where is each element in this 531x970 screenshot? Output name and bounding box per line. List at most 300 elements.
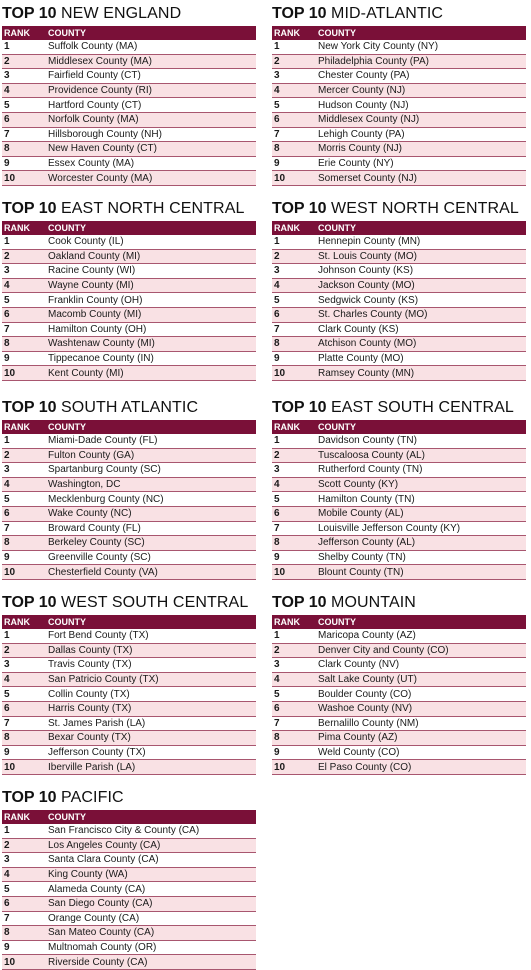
table-row (2, 40, 256, 54)
rank-cell: 4 (272, 83, 316, 98)
rank-column-header: RANK (272, 615, 316, 629)
county-cell: Travis County (TX) (46, 658, 256, 673)
county-cell: Bexar County (TX) (46, 731, 256, 746)
table-row (272, 366, 526, 381)
rank-cell: 3 (272, 658, 316, 673)
region-west-south-central (2, 593, 256, 775)
county-cell: Mecklenburg County (NC) (46, 492, 256, 507)
table-row (2, 477, 256, 492)
table-row (272, 745, 526, 760)
table-row (2, 643, 256, 658)
table-row (2, 867, 256, 882)
table-row (272, 278, 526, 293)
table-row (272, 98, 526, 113)
rank-table (272, 26, 526, 186)
table-row (272, 463, 526, 478)
rank-cell: 8 (2, 142, 46, 157)
rank-cell: 2 (272, 249, 316, 264)
county-cell: Blount County (TN) (316, 565, 526, 580)
rank-cell: 3 (2, 853, 46, 868)
rank-column-header: RANK (272, 420, 316, 434)
region-title (272, 593, 526, 613)
rank-cell: 1 (272, 235, 316, 249)
rank-cell: 7 (2, 716, 46, 731)
rank-cell: 3 (272, 264, 316, 279)
region-title (2, 593, 256, 613)
table-row (2, 366, 256, 381)
county-cell: Miami-Dade County (FL) (46, 434, 256, 448)
county-cell: Philadelphia County (PA) (316, 54, 526, 69)
region-title (2, 4, 256, 24)
table-row (2, 83, 256, 98)
table-row (272, 687, 526, 702)
rank-cell: 6 (272, 307, 316, 322)
table-row (2, 896, 256, 911)
rank-table (2, 221, 256, 381)
title-prefix: TOP 10 (2, 5, 57, 22)
table-row (2, 307, 256, 322)
county-cell: Washoe County (NV) (316, 701, 526, 716)
table-row (272, 112, 526, 127)
rank-cell: 1 (2, 235, 46, 249)
table-row (272, 492, 526, 507)
table-row (2, 69, 256, 84)
table-header-row (272, 615, 526, 629)
rank-cell: 6 (2, 896, 46, 911)
table-row (272, 550, 526, 565)
rank-cell: 10 (2, 171, 46, 186)
rank-cell: 8 (272, 337, 316, 352)
rank-cell: 6 (2, 307, 46, 322)
table-row (272, 307, 526, 322)
region-name: MID-ATLANTIC (331, 5, 444, 22)
county-cell: Fort Bend County (TX) (46, 629, 256, 643)
table-header-row (272, 26, 526, 40)
region-mid-atlantic (272, 4, 526, 186)
table-header-row (2, 810, 256, 824)
rank-cell: 6 (272, 506, 316, 521)
rank-cell: 5 (2, 492, 46, 507)
rank-cell: 2 (272, 54, 316, 69)
rank-cell: 7 (272, 716, 316, 731)
table-row (2, 716, 256, 731)
table-row (2, 838, 256, 853)
region-west-north-central (272, 199, 526, 381)
region-title (272, 398, 526, 418)
rank-cell: 10 (272, 171, 316, 186)
table-row (2, 731, 256, 746)
table-row (272, 477, 526, 492)
rank-cell: 5 (272, 687, 316, 702)
table-row (2, 565, 256, 580)
county-cell: Franklin County (OH) (46, 293, 256, 308)
table-row (2, 955, 256, 970)
table-row (272, 629, 526, 643)
county-cell: Johnson County (KS) (316, 264, 526, 279)
county-cell: Jefferson County (AL) (316, 536, 526, 551)
rank-cell: 9 (272, 156, 316, 171)
county-cell: St. James Parish (LA) (46, 716, 256, 731)
table-row (2, 658, 256, 673)
title-prefix: TOP 10 (2, 594, 57, 611)
rank-cell: 2 (2, 643, 46, 658)
table-row (272, 716, 526, 731)
rank-column-header: RANK (2, 420, 46, 434)
title-prefix: TOP 10 (2, 399, 57, 416)
region-name: WEST NORTH CENTRAL (331, 200, 519, 217)
rank-table (272, 615, 526, 775)
rank-cell: 7 (2, 911, 46, 926)
table-row (2, 463, 256, 478)
table-row (2, 672, 256, 687)
region-title (2, 199, 256, 219)
rank-cell: 3 (2, 658, 46, 673)
county-cell: Worcester County (MA) (46, 171, 256, 186)
table-row (272, 337, 526, 352)
rank-column-header: RANK (2, 221, 46, 235)
county-column-header: COUNTY (316, 615, 526, 629)
county-cell: Dallas County (TX) (46, 643, 256, 658)
rank-cell: 9 (272, 745, 316, 760)
county-cell: Orange County (CA) (46, 911, 256, 926)
rank-column-header: RANK (272, 26, 316, 40)
rank-cell: 8 (2, 337, 46, 352)
table-row (272, 448, 526, 463)
table-row (2, 112, 256, 127)
table-header-row (2, 221, 256, 235)
county-cell: Hartford County (CT) (46, 98, 256, 113)
rank-cell: 6 (272, 112, 316, 127)
rank-cell: 2 (2, 54, 46, 69)
county-cell: Washtenaw County (MI) (46, 337, 256, 352)
table-row (2, 882, 256, 897)
rank-cell: 4 (2, 477, 46, 492)
rank-cell: 9 (2, 940, 46, 955)
county-cell: Hudson County (NJ) (316, 98, 526, 113)
county-cell: Jackson County (MO) (316, 278, 526, 293)
county-cell: Salt Lake County (UT) (316, 672, 526, 687)
county-cell: Louisville Jefferson County (KY) (316, 521, 526, 536)
title-prefix: TOP 10 (272, 594, 327, 611)
county-cell: Suffolk County (MA) (46, 40, 256, 54)
county-cell: Riverside County (CA) (46, 955, 256, 970)
rank-cell: 7 (2, 322, 46, 337)
county-cell: Weld County (CO) (316, 745, 526, 760)
rank-column-header: RANK (272, 221, 316, 235)
rank-cell: 8 (2, 926, 46, 941)
rank-column-header: RANK (2, 615, 46, 629)
county-cell: Chesterfield County (VA) (46, 565, 256, 580)
rank-cell: 8 (2, 536, 46, 551)
region-name: NEW ENGLAND (61, 5, 182, 22)
county-cell: Middlesex County (NJ) (316, 112, 526, 127)
county-column-header: COUNTY (46, 810, 256, 824)
rank-cell: 6 (272, 701, 316, 716)
county-cell: Denver City and County (CO) (316, 643, 526, 658)
county-column-header: COUNTY (46, 615, 256, 629)
table-row (2, 701, 256, 716)
county-cell: Macomb County (MI) (46, 307, 256, 322)
table-row (2, 322, 256, 337)
rank-cell: 9 (2, 351, 46, 366)
county-cell: Alameda County (CA) (46, 882, 256, 897)
rank-cell: 3 (2, 463, 46, 478)
county-column-header: COUNTY (316, 221, 526, 235)
county-column-header: COUNTY (46, 221, 256, 235)
rank-cell: 3 (2, 264, 46, 279)
table-row (2, 448, 256, 463)
table-row (272, 506, 526, 521)
rank-column-header: RANK (2, 810, 46, 824)
county-column-header: COUNTY (46, 26, 256, 40)
rank-cell: 2 (2, 249, 46, 264)
region-south-atlantic (2, 398, 256, 580)
table-header-row (2, 420, 256, 434)
rank-cell: 6 (2, 112, 46, 127)
table-row (2, 911, 256, 926)
rank-cell: 1 (272, 40, 316, 54)
county-cell: Morris County (NJ) (316, 142, 526, 157)
rank-cell: 10 (272, 760, 316, 775)
county-cell: Lehigh County (PA) (316, 127, 526, 142)
county-cell: Racine County (WI) (46, 264, 256, 279)
table-row (272, 351, 526, 366)
rank-cell: 9 (2, 156, 46, 171)
region-east-south-central (272, 398, 526, 580)
county-cell: El Paso County (CO) (316, 760, 526, 775)
rank-cell: 2 (2, 838, 46, 853)
county-cell: Platte County (MO) (316, 351, 526, 366)
rank-cell: 9 (272, 351, 316, 366)
rank-cell: 5 (2, 98, 46, 113)
table-row (272, 565, 526, 580)
county-cell: Broward County (FL) (46, 521, 256, 536)
rank-cell: 4 (2, 867, 46, 882)
rank-cell: 2 (272, 448, 316, 463)
county-cell: Clark County (KS) (316, 322, 526, 337)
county-cell: Tippecanoe County (IN) (46, 351, 256, 366)
region-mountain (272, 593, 526, 775)
county-cell: Mobile County (AL) (316, 506, 526, 521)
county-cell: Multnomah County (OR) (46, 940, 256, 955)
county-cell: New Haven County (CT) (46, 142, 256, 157)
county-cell: Jefferson County (TX) (46, 745, 256, 760)
county-cell: Oakland County (MI) (46, 249, 256, 264)
table-row (272, 521, 526, 536)
rank-cell: 5 (272, 98, 316, 113)
table-row (2, 536, 256, 551)
table-row (2, 506, 256, 521)
rank-cell: 6 (2, 506, 46, 521)
rank-cell: 6 (2, 701, 46, 716)
table-row (272, 69, 526, 84)
county-cell: Santa Clara County (CA) (46, 853, 256, 868)
rank-cell: 2 (2, 448, 46, 463)
table-row (2, 278, 256, 293)
table-row (272, 83, 526, 98)
rank-cell: 10 (2, 565, 46, 580)
county-cell: St. Charles County (MO) (316, 307, 526, 322)
county-cell: Maricopa County (AZ) (316, 629, 526, 643)
table-row (272, 701, 526, 716)
rank-table (272, 221, 526, 381)
table-row (272, 142, 526, 157)
county-cell: Wayne County (MI) (46, 278, 256, 293)
rank-cell: 7 (2, 127, 46, 142)
table-header-row (2, 615, 256, 629)
county-cell: San Mateo County (CA) (46, 926, 256, 941)
rank-cell: 4 (2, 672, 46, 687)
table-row (2, 54, 256, 69)
county-cell: Essex County (MA) (46, 156, 256, 171)
table-row (2, 156, 256, 171)
rank-cell: 4 (272, 278, 316, 293)
rank-table (2, 810, 256, 970)
title-prefix: TOP 10 (2, 200, 57, 217)
table-row (2, 98, 256, 113)
county-cell: Rutherford County (TN) (316, 463, 526, 478)
rank-cell: 8 (272, 731, 316, 746)
county-cell: Shelby County (TN) (316, 550, 526, 565)
rank-cell: 1 (2, 434, 46, 448)
rank-cell: 10 (2, 760, 46, 775)
table-row (2, 492, 256, 507)
county-cell: King County (WA) (46, 867, 256, 882)
county-cell: Davidson County (TN) (316, 434, 526, 448)
rank-cell: 3 (272, 463, 316, 478)
rank-cell: 3 (272, 69, 316, 84)
rank-table (2, 26, 256, 186)
county-cell: Hillsborough County (NH) (46, 127, 256, 142)
rank-cell: 5 (2, 293, 46, 308)
table-row (272, 760, 526, 775)
table-row (2, 337, 256, 352)
rank-column-header: RANK (2, 26, 46, 40)
table-row (2, 235, 256, 249)
table-row (2, 940, 256, 955)
rank-cell: 8 (272, 142, 316, 157)
region-title (272, 199, 526, 219)
rank-cell: 4 (2, 278, 46, 293)
table-row (272, 293, 526, 308)
region-title (2, 788, 256, 808)
table-row (272, 264, 526, 279)
region-name: PACIFIC (61, 789, 124, 806)
rank-cell: 8 (2, 731, 46, 746)
county-cell: St. Louis County (MO) (316, 249, 526, 264)
rank-cell: 3 (2, 69, 46, 84)
table-row (272, 54, 526, 69)
title-prefix: TOP 10 (2, 789, 57, 806)
title-prefix: TOP 10 (272, 399, 327, 416)
table-row (272, 249, 526, 264)
table-header-row (2, 26, 256, 40)
county-cell: Hamilton County (OH) (46, 322, 256, 337)
county-cell: Mercer County (NJ) (316, 83, 526, 98)
region-name: MOUNTAIN (331, 594, 416, 611)
rank-cell: 7 (272, 322, 316, 337)
county-cell: Wake County (NC) (46, 506, 256, 521)
table-row (272, 40, 526, 54)
rank-cell: 10 (2, 366, 46, 381)
rank-cell: 9 (2, 550, 46, 565)
table-row (272, 235, 526, 249)
region-name: SOUTH ATLANTIC (61, 399, 199, 416)
table-row (2, 351, 256, 366)
table-row (2, 434, 256, 448)
table-row (272, 156, 526, 171)
rank-cell: 1 (2, 824, 46, 838)
county-cell: Clark County (NV) (316, 658, 526, 673)
table-row (272, 658, 526, 673)
region-east-north-central (2, 199, 256, 381)
table-header-row (272, 420, 526, 434)
county-cell: San Diego County (CA) (46, 896, 256, 911)
rank-cell: 5 (2, 687, 46, 702)
county-cell: Bernalillo County (NM) (316, 716, 526, 731)
rank-cell: 8 (272, 536, 316, 551)
region-pacific (2, 788, 256, 970)
county-cell: Middlesex County (MA) (46, 54, 256, 69)
rank-cell: 4 (272, 672, 316, 687)
table-row (272, 322, 526, 337)
county-cell: Somerset County (NJ) (316, 171, 526, 186)
table-header-row (272, 221, 526, 235)
table-row (2, 249, 256, 264)
table-row (2, 853, 256, 868)
table-row (2, 127, 256, 142)
rank-cell: 1 (2, 629, 46, 643)
county-cell: Los Angeles County (CA) (46, 838, 256, 853)
rank-cell: 7 (272, 521, 316, 536)
county-cell: Boulder County (CO) (316, 687, 526, 702)
rank-cell: 5 (272, 492, 316, 507)
rank-cell: 1 (2, 40, 46, 54)
table-row (272, 536, 526, 551)
rank-cell: 9 (2, 745, 46, 760)
county-cell: Fulton County (GA) (46, 448, 256, 463)
county-cell: New York City County (NY) (316, 40, 526, 54)
county-cell: Atchison County (MO) (316, 337, 526, 352)
county-cell: Berkeley County (SC) (46, 536, 256, 551)
county-cell: Iberville Parish (LA) (46, 760, 256, 775)
table-row (272, 672, 526, 687)
region-title (272, 4, 526, 24)
rank-cell: 9 (272, 550, 316, 565)
region-new-england (2, 4, 256, 186)
table-row (2, 760, 256, 775)
county-cell: Greenville County (SC) (46, 550, 256, 565)
county-cell: Fairfield County (CT) (46, 69, 256, 84)
region-title (2, 398, 256, 418)
table-row (2, 521, 256, 536)
rank-table (272, 420, 526, 580)
rank-cell: 5 (272, 293, 316, 308)
county-cell: Sedgwick County (KS) (316, 293, 526, 308)
table-row (272, 127, 526, 142)
county-cell: Pima County (AZ) (316, 731, 526, 746)
table-row (2, 926, 256, 941)
county-cell: Scott County (KY) (316, 477, 526, 492)
table-row (2, 293, 256, 308)
county-cell: Cook County (IL) (46, 235, 256, 249)
county-cell: Spartanburg County (SC) (46, 463, 256, 478)
table-row (2, 550, 256, 565)
county-cell: Erie County (NY) (316, 156, 526, 171)
county-cell: Chester County (PA) (316, 69, 526, 84)
table-row (272, 643, 526, 658)
region-name: EAST NORTH CENTRAL (61, 200, 245, 217)
